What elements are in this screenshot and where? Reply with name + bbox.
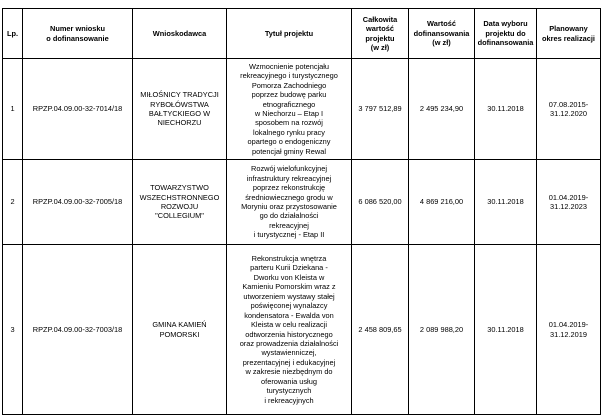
cell-project-title: Rekonstrukcja wnętrza parteru Kurii Dziekana - Dworku von Kleista w Kamieniu Pomorskim wraz z utworzeniem wystawy stałej poświęconej wynalazcy kondensatora - Ewalda von Kleista w celu realizacji odtworzenia historycznego oraz prowadzenia działalności wystawienniczej, prezentacyjnej i edukacyjnej w zakresie niezbędnym do oferowania usług turystycznych i rekreacyjnych xyxy=(227,245,352,415)
cell-application-number: RPZP.04.09.00-32-7014/18 xyxy=(23,59,133,160)
cell-total-value: 2 458 809,65 xyxy=(352,245,409,415)
grants-table xyxy=(2,8,601,415)
cell-application-number: RPZP.04.09.00-32-7003/18 xyxy=(23,245,133,415)
cell-planned-period: 01.04.2019- 31.12.2023 xyxy=(537,160,601,245)
cell-applicant: TOWARZYSTWO WSZECHSTRONNEGO ROZWOJU "COLLEGIUM" xyxy=(133,160,227,245)
header-lp: Lp. xyxy=(3,9,23,59)
cell-planned-period: 07.08.2015- 31.12.2020 xyxy=(537,59,601,160)
header-row xyxy=(3,9,601,59)
cell-lp: 3 xyxy=(3,245,23,415)
cell-funding-value: 2 089 988,20 xyxy=(409,245,475,415)
cell-planned-period: 01.04.2019- 31.12.2019 xyxy=(537,245,601,415)
table-row xyxy=(3,245,601,415)
header-application-number: Numer wniosku o dofinansowanie xyxy=(23,9,133,59)
header-total-value: Całkowita wartość projektu (w zł) xyxy=(352,9,409,59)
header-selection-date: Data wyboru projektu do dofinansowania xyxy=(475,9,537,59)
cell-total-value: 6 086 520,00 xyxy=(352,160,409,245)
header-project-title: Tytuł projektu xyxy=(227,9,352,59)
cell-funding-value: 2 495 234,90 xyxy=(409,59,475,160)
table-row xyxy=(3,160,601,245)
cell-total-value: 3 797 512,89 xyxy=(352,59,409,160)
cell-selection-date: 30.11.2018 xyxy=(475,59,537,160)
cell-lp: 1 xyxy=(3,59,23,160)
cell-lp: 2 xyxy=(3,160,23,245)
header-applicant: Wnioskodawca xyxy=(133,9,227,59)
cell-application-number: RPZP.04.09.00-32-7005/18 xyxy=(23,160,133,245)
cell-funding-value: 4 869 216,00 xyxy=(409,160,475,245)
cell-selection-date: 30.11.2018 xyxy=(475,245,537,415)
cell-applicant: GMINA KAMIEŃ POMORSKI xyxy=(133,245,227,415)
cell-selection-date: 30.11.2018 xyxy=(475,160,537,245)
cell-project-title: Wzmocnienie potencjału rekreacyjnego i turystycznego Pomorza Zachodniego poprzez budowę parku etnograficznego w Niechorzu – Etap I sposobem na rozwój lokalnego rynku pracy opartego o endogeniczny potencjał gminy Rewal xyxy=(227,59,352,160)
header-planned-period: Planowany okres realizacji xyxy=(537,9,601,59)
header-funding-value: Wartość dofinansowania (w zł) xyxy=(409,9,475,59)
cell-project-title: Rozwój wielofunkcyjnej infrastruktury rekreacyjnej poprzez rekonstrukcję średniowiecznego grodu w Moryniu oraz przystosowanie go do działalności rekreacyjnej i turystycznej - Etap II xyxy=(227,160,352,245)
table-row xyxy=(3,59,601,160)
cell-applicant: MIŁOŚNICY TRADYCJI RYBOŁÓWSTWA BAŁTYCKIEGO W NIECHORZU xyxy=(133,59,227,160)
